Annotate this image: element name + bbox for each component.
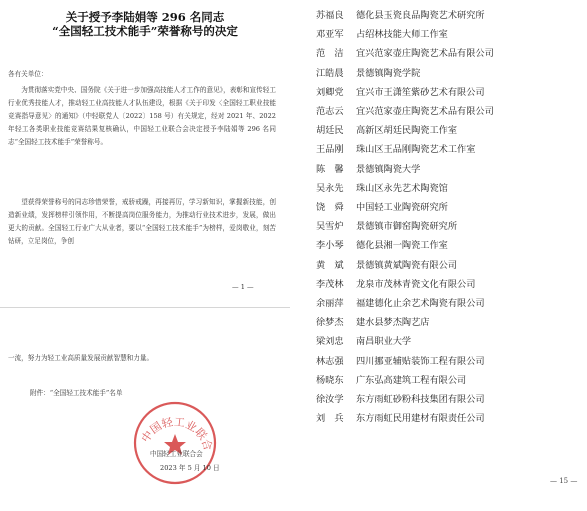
awardee-name: 邓亚军 [316, 29, 344, 41]
attachment-note: 附件：“全国轻工技术能手”名单 [30, 389, 123, 397]
awardee-name: 胡廷民 [316, 125, 344, 137]
body-paragraph-1: 为贯彻落实党中央、国务院《关于进一步加强高技能人才工作的意见》，表彰和宣传轻工行业优秀技能人才，推动轻工业高技能人才队伍建设，根据《关于印发〈全国轻工职业技能竞赛指导意见〉的通知》（中轻联党人〔2022〕158 号）有关规定，经对 2021 年、2022 年轻工各类职业技能竞赛结果复核确认，中国轻工业联合会决定授予李陆娟等 296 名同志“全国轻工技术能手”荣誉称号。 [8, 86, 276, 146]
decision-title-line2: “全国轻工技术能手”荣誉称号的决定 [52, 24, 238, 38]
awardee-name: 饶 舜 [316, 202, 344, 213]
awardee-row [316, 315, 430, 331]
official-seal-icon [132, 400, 218, 486]
awardee-row [316, 238, 448, 254]
awardee-organization: 东方雨虹民用建材有限责任公司 [356, 413, 485, 425]
awardee-name: 余丽萍 [316, 298, 344, 309]
awardee-name: 范志云 [316, 106, 344, 117]
awardee-row [316, 219, 457, 235]
awardee-row [316, 85, 485, 101]
awardee-row [316, 104, 494, 120]
awardee-organization: 德化县玉瓷良品陶瓷艺术研究所 [356, 10, 485, 21]
awardee-row [316, 200, 448, 216]
awardee-row [316, 411, 485, 427]
awardee-organization: 宜兴范家壶庄陶瓷艺术品有限公司 [356, 106, 494, 117]
awardee-name: 刘卿党 [316, 86, 344, 98]
awardee-row [316, 8, 485, 24]
awardee-name: 陈 馨 [316, 163, 344, 175]
awardee-organization: 珠山区永先艺术陶瓷馆 [356, 182, 448, 194]
awardee-row [316, 27, 448, 43]
awardee-organization: 景德镇黄斌陶瓷有限公司 [356, 259, 458, 271]
right-page [300, 0, 587, 511]
continuation-text: 一流，努力为轻工业高质量发展贡献智慧和力量。 [8, 354, 154, 362]
awardee-row [316, 66, 420, 82]
awardee-organization: 中国轻工业陶瓷研究所 [356, 202, 448, 213]
left-page-number: — 1 — [232, 283, 254, 291]
awardee-organization: 建水县梦杰陶艺店 [356, 317, 430, 329]
awardee-row [316, 277, 475, 293]
awardee-row [316, 181, 448, 197]
awardee-organization: 高新区胡廷民陶瓷工作室 [356, 125, 458, 137]
awardee-name: 李小琴 [316, 240, 344, 252]
page-separator [0, 307, 290, 308]
awardee-organization: 珠山区王品刚陶瓷艺术工作室 [356, 144, 476, 156]
svg-text:中国轻工业联合: 中国轻工业联合 [138, 415, 215, 453]
awardee-organization: 宜兴市王潇笙紫砂艺术有限公司 [356, 86, 485, 98]
awardee-name: 杨晓东 [316, 374, 344, 386]
awardee-organization: 东方雨虹砂粉科技集团有限公司 [356, 394, 485, 405]
awardee-name: 徐梦杰 [316, 317, 344, 329]
awardee-row [316, 258, 457, 274]
awardee-organization: 宜兴范家壶庄陶瓷艺术品有限公司 [356, 48, 494, 60]
awardee-organization: 景德镇陶瓷大学 [356, 163, 421, 175]
awardee-organization: 南昌职业大学 [356, 336, 412, 348]
awardee-organization: 景德镇陶瓷学院 [356, 67, 421, 79]
awardee-name: 王品刚 [316, 144, 344, 156]
awardee-row [316, 392, 485, 408]
awardee-name: 吴永先 [316, 182, 344, 194]
signature-date: 2023 年 5 月 10 日 [160, 464, 220, 472]
body-paragraph-2: 望获得荣誉称号的同志珍惜荣誉，戒骄戒躁，再接再厉，学习新知识，掌握新技能，创造新业绩，发挥榜样引领作用，不断提高岗位服务能力，为推动行业技术进步，发展，做出更大的贡献。全国轻工行业广大从业者，要以“全国轻工技术能手”为榜样，爱岗敬业，刻苦钻研，立足岗位，争创 [8, 198, 276, 245]
awardee-row [316, 162, 420, 178]
signature-organization: 中国轻工业联合会 [150, 450, 203, 458]
awardee-name: 范 洁 [316, 48, 344, 60]
awardee-organization: 四川挪亚辅贴装饰工程有限公司 [356, 355, 485, 367]
awardee-organization: 德化县湘一陶瓷工作室 [356, 240, 448, 252]
awardee-row [316, 142, 475, 158]
awardee-name: 江皓晨 [316, 67, 344, 79]
decision-title-line1: 关于授予李陆娟等 296 名同志 [65, 10, 225, 24]
awardee-row [316, 334, 411, 350]
awardee-name: 黄 斌 [316, 259, 344, 271]
awardee-name: 刘 兵 [316, 413, 344, 425]
right-page-number: — 15 — [550, 477, 578, 485]
awardee-row [316, 123, 457, 139]
awardee-organization: 广东弘高建筑工程有限公司 [356, 374, 467, 386]
awardee-organization: 福建德化止余艺术陶瓷有限公司 [356, 298, 485, 309]
awardee-organization: 龙泉市茂林青瓷文化有限公司 [356, 278, 476, 290]
awardee-name: 吴雪炉 [316, 221, 344, 233]
awardee-name: 林志强 [316, 355, 344, 367]
awardee-row [316, 296, 485, 312]
awardee-organization: 占绍林技能大师工作室 [356, 29, 448, 41]
awardee-row [316, 354, 485, 370]
awardee-name: 徐汝学 [316, 394, 344, 405]
awardee-organization: 景德镇市御窑陶瓷研究所 [356, 221, 458, 233]
awardee-row [316, 46, 494, 62]
awardee-row [316, 373, 466, 389]
awardee-name: 苏福良 [316, 10, 344, 21]
awardee-name: 李茂林 [316, 278, 344, 290]
awardee-name: 梁刘忠 [316, 336, 344, 348]
addressee: 各有关单位： [8, 70, 48, 78]
left-page [0, 0, 290, 511]
